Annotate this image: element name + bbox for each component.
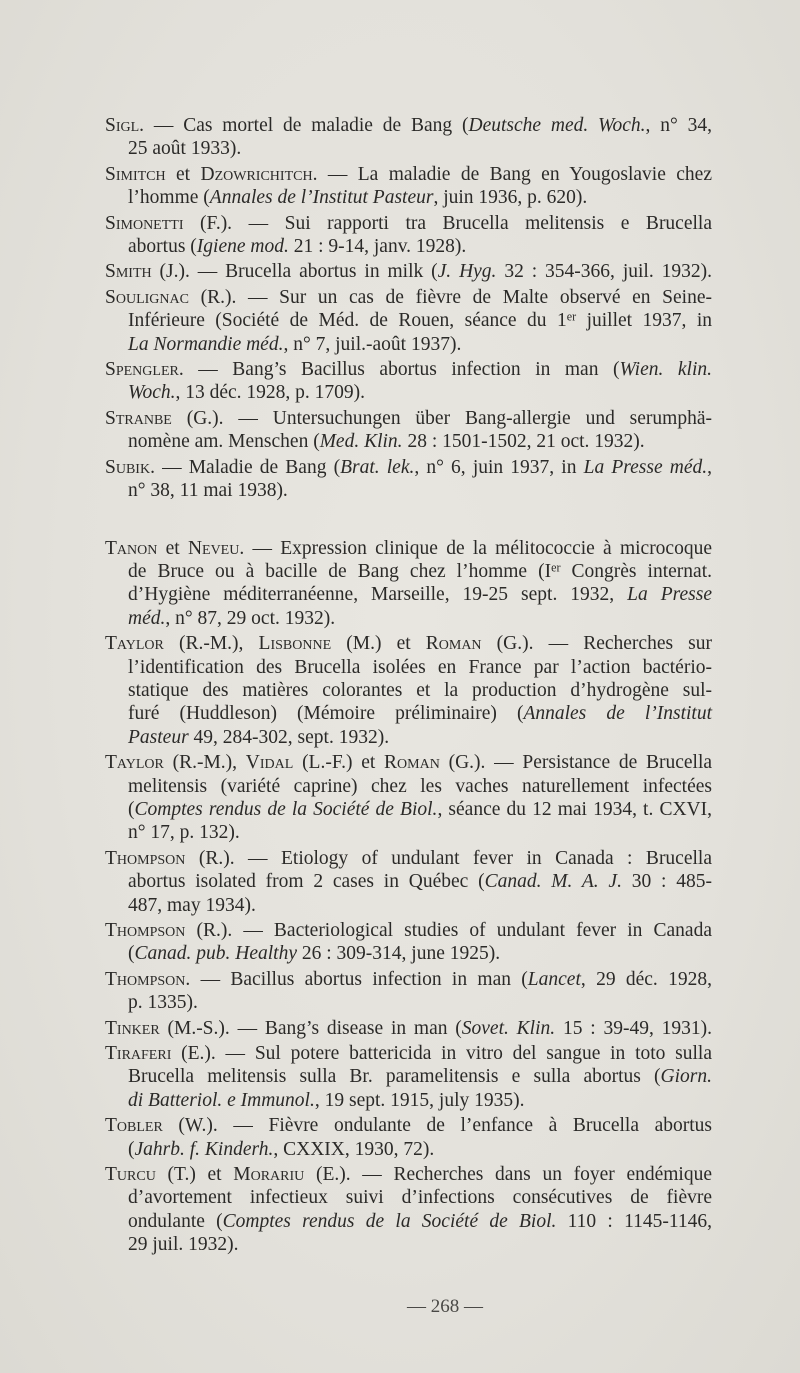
publication-title: di Batteriol. e Immunol.	[128, 1089, 315, 1111]
entry-line	[105, 358, 712, 381]
publication-title: Lancet	[527, 968, 581, 990]
author-name: Vidal	[245, 752, 294, 774]
entry-text: 49, 284-302, sept. 1932).	[188, 726, 390, 748]
entry-line	[105, 968, 712, 991]
entry-text: ,	[707, 456, 712, 478]
bibliography-list	[105, 114, 712, 1257]
entry-line	[105, 407, 712, 430]
entry-text: l’homme (	[128, 187, 210, 209]
entry-text: , juin 1936, p. 620).	[433, 187, 588, 209]
entry-text: (R.-M.),	[163, 633, 259, 655]
author-name: Morariu	[233, 1164, 305, 1186]
entry-text: juillet 1937, in	[576, 310, 712, 332]
author-name: Roman	[425, 633, 482, 655]
publication-title: La Presse méd.	[583, 456, 708, 478]
entry-line	[105, 656, 712, 679]
publication-title: Sovet. Klin.	[461, 1017, 556, 1039]
bibliography-entry	[105, 456, 712, 503]
author-name: Sigl.	[105, 115, 145, 136]
entry-text: nomène am. Menschen (	[128, 431, 320, 453]
entry-text: (R.). — Bacteriological studies of undulant fever in Canada	[185, 920, 712, 941]
publication-title: Annales de l’Institut	[523, 703, 712, 725]
entry-text: (L.-F.) et	[293, 752, 385, 774]
entry-text: 487, may 1934).	[128, 894, 256, 916]
publication-title: Med. Klin.	[319, 431, 403, 453]
author-name: Dzowrichitch.	[200, 163, 318, 185]
bibliography-entry	[105, 286, 712, 356]
entry-text: — La maladie de Bang en Yougoslavie chez	[317, 163, 712, 185]
entry-text: 21 : 9-14, janv. 1928).	[288, 236, 467, 258]
author-name: Soulignac	[105, 286, 189, 308]
entry-text: n° 17, p. 132).	[128, 822, 240, 844]
entry-text: melitensis (variété caprine) chez les vaches naturellement infectées	[128, 775, 712, 797]
publication-title: J. Hyg.	[437, 261, 497, 283]
publication-title: Woch.	[128, 382, 176, 404]
entry-text: (M.-S.). — Bang’s disease in man (	[159, 1017, 462, 1039]
publication-title: Brat. lek.	[340, 456, 415, 478]
entry-line	[105, 1163, 712, 1186]
author-name: Spengler.	[105, 359, 184, 381]
publication-title: Annales de l’Institut Pasteur	[209, 187, 434, 209]
entry-line	[105, 381, 712, 404]
publication-title: Canad. pub. Healthy	[134, 943, 297, 965]
entry-line	[105, 919, 712, 942]
entry-text: (	[128, 1138, 135, 1160]
entry-line	[105, 1065, 712, 1088]
author-name: Smith	[105, 261, 152, 283]
entry-text: (M.) et	[331, 633, 426, 655]
entry-line	[105, 560, 712, 583]
bibliography-entry	[105, 632, 712, 749]
entry-line	[105, 479, 712, 502]
author-name: Thompson	[105, 847, 186, 869]
entry-line	[105, 260, 712, 283]
entry-text: et	[165, 163, 201, 185]
entry-line	[105, 235, 712, 258]
entry-text: Brucella melitensis sulla Br. paramelitensis e sulla abortus (	[128, 1066, 661, 1088]
author-name: Turcu	[105, 1164, 156, 1186]
entry-text: Congrès internat.	[560, 560, 712, 582]
entry-line	[105, 870, 712, 893]
entry-line	[105, 430, 712, 453]
bibliography-entry	[105, 212, 712, 259]
entry-text: 25 août 1933).	[128, 138, 242, 160]
entry-line	[105, 1042, 712, 1065]
author-name: Thompson.	[105, 968, 191, 990]
bibliography-entry	[105, 751, 712, 845]
publication-title: Jahrb. f. Kinderh.	[134, 1138, 274, 1160]
entry-text: , n° 87, 29 oct. 1932).	[165, 607, 336, 629]
author-name: Simitch	[105, 163, 166, 185]
entry-line	[105, 537, 712, 560]
publication-title: La Presse	[627, 584, 712, 606]
entry-text: (R.). — Sur un cas de fièvre de Malte observé en Seine-	[188, 286, 712, 308]
entry-text: (G.). — Recherches sur	[481, 633, 713, 655]
entry-line	[105, 726, 712, 749]
entry-line	[105, 1138, 712, 1161]
bibliography-entry	[105, 407, 712, 454]
entry-text: 29 juil. 1932).	[128, 1234, 239, 1256]
author-name: Subik.	[105, 456, 155, 478]
publication-title: Comptes rendus de la Société de Biol.	[134, 798, 438, 820]
entry-line	[105, 1089, 712, 1112]
entry-text: statique des matières colorantes et la production d’hydrogène sul-	[128, 679, 712, 701]
entry-text: abortus (	[128, 236, 197, 258]
author-name: Tinker	[105, 1017, 160, 1039]
entry-text: (F.). — Sui rapporti tra Brucella melitensis e Brucella	[183, 212, 712, 234]
entry-line	[105, 1114, 712, 1137]
entry-text: furé (Huddleson) (Mémoire préliminaire) (	[128, 703, 524, 725]
publication-title: La Normandie méd.	[128, 333, 284, 355]
author-name: Tiraferi	[105, 1043, 172, 1065]
bibliography-section	[105, 537, 712, 1257]
entry-text: abortus isolated from 2 cases in Québec (	[128, 871, 485, 893]
entry-text: — Cas mortel de maladie de Bang (	[144, 115, 469, 136]
entry-text: n° 38, 11 mai 1938).	[128, 480, 288, 502]
entry-text: — Expression clinique de la mélitococcie à microcoque	[244, 537, 712, 559]
entry-text: d’avortement infectieux suivi d’infections consécutives de fièvre	[128, 1187, 712, 1209]
entry-line	[105, 1017, 712, 1040]
entry-line	[105, 1210, 712, 1233]
author-name: Roman	[384, 752, 440, 774]
entry-line	[105, 632, 712, 655]
superscript-text: er	[566, 309, 577, 324]
author-name: Stranbe	[105, 407, 172, 429]
entry-text: (	[128, 943, 135, 965]
entry-text: , CXXIX, 1930, 72).	[273, 1138, 435, 1160]
entry-text: 32 : 354-366, juil. 1932).	[496, 261, 712, 283]
entry-text: (W.). — Fièvre ondulante de l’enfance à Brucella abortus	[162, 1115, 712, 1137]
entry-line	[105, 894, 712, 917]
bibliography-entry	[105, 260, 712, 283]
superscript-text: er	[551, 560, 561, 575]
entry-text: et	[157, 537, 188, 559]
entry-text: p. 1335).	[128, 992, 198, 1014]
entry-text: d’Hygiène méditerranéenne, Marseille, 19-25 sept. 1932,	[128, 584, 628, 606]
bibliography-entry	[105, 537, 712, 631]
entry-text: — Bang’s Bacillus abortus infection in man (	[183, 359, 620, 381]
bibliography-section	[105, 114, 712, 503]
bibliography-entry	[105, 114, 712, 161]
entry-text: 26 : 309-314, june 1925).	[296, 943, 501, 965]
entry-text: , n° 6, juin 1937, in	[414, 456, 584, 478]
publication-title: Deutsche med. Woch.	[468, 115, 646, 136]
author-name: Taylor	[105, 633, 164, 655]
entry-line	[105, 1233, 712, 1256]
entry-text: (E.). — Recherches dans un foyer endémique	[304, 1164, 712, 1186]
entry-text: , 29 déc. 1928,	[580, 968, 712, 990]
publication-title: Comptes rendus de la Société de Biol.	[222, 1210, 557, 1232]
entry-line	[105, 186, 712, 209]
entry-line	[105, 333, 712, 356]
entry-line	[105, 702, 712, 725]
entry-text: (J.). — Brucella abortus in milk (	[151, 261, 438, 283]
entry-line	[105, 775, 712, 798]
author-name: Tanon	[105, 537, 158, 559]
entry-text: 110 : 1145-1146,	[556, 1210, 712, 1232]
entry-line	[105, 456, 712, 479]
bibliography-entry	[105, 1042, 712, 1112]
author-name: Tobler	[105, 1115, 163, 1137]
author-name: Neveu.	[187, 537, 245, 559]
entry-text: Inférieure (Société de Méd. de Rouen, séance du 1	[128, 310, 567, 332]
entry-line	[105, 286, 712, 309]
entry-text: l’identification des Brucella isolées en France par l’action bactério-	[128, 656, 712, 678]
entry-text: , n° 34,	[645, 115, 712, 136]
bibliography-entry	[105, 163, 712, 210]
page-number: — 268 —	[407, 1296, 483, 1317]
entry-text: (R.). — Etiology of undulant fever in Canada : Brucella	[185, 847, 712, 869]
entry-line	[105, 137, 712, 160]
entry-line	[105, 309, 712, 332]
entry-line	[105, 1186, 712, 1209]
entry-line	[105, 798, 712, 821]
publication-title: Canad. M. A. J.	[484, 871, 622, 893]
author-name: Simonetti	[105, 212, 184, 234]
publication-title: Pasteur	[128, 726, 189, 748]
entry-text: , 19 sept. 1915, july 1935).	[314, 1089, 525, 1111]
entry-text: (E.). — Sul potere battericida in vitro del sangue in toto sulla	[171, 1043, 712, 1065]
entry-line	[105, 583, 712, 606]
entry-text: (G.). — Untersuchungen über Bang-allergie und serumphä-	[171, 407, 712, 429]
entry-text: 15 : 39-49, 1931).	[555, 1017, 712, 1039]
entry-line	[105, 847, 712, 870]
entry-text: , séance du 12 mai 1934, t. CXVI,	[437, 798, 712, 820]
entry-line	[105, 991, 712, 1014]
entry-text: (	[128, 798, 135, 820]
bibliography-entry	[105, 1163, 712, 1257]
entry-text: , n° 7, juil.-août 1937).	[283, 333, 462, 355]
entry-text: ondulante (	[128, 1210, 223, 1232]
entry-line	[105, 163, 712, 186]
publication-title: Giorn.	[660, 1066, 712, 1088]
entry-text: (G.). — Persistance de Brucella	[439, 752, 713, 774]
entry-text: (R.-M.),	[163, 752, 246, 774]
entry-line	[105, 679, 712, 702]
author-name: Lisbonne	[258, 633, 332, 655]
entry-text: , 13 déc. 1928, p. 1709).	[175, 382, 366, 404]
entry-text: (T.) et	[155, 1164, 234, 1186]
entry-line	[105, 751, 712, 774]
entry-text: 30 : 485-	[621, 871, 712, 893]
entry-line	[105, 821, 712, 844]
publication-title: méd.	[128, 607, 166, 629]
entry-line	[105, 942, 712, 965]
entry-text: 28 : 1501-1502, 21 oct. 1932).	[402, 431, 645, 453]
publication-title: Igiene mod.	[196, 236, 289, 258]
bibliography-entry	[105, 919, 712, 966]
entry-text: — Maladie de Bang (	[154, 456, 341, 478]
entry-line	[105, 114, 712, 137]
bibliography-entry	[105, 1017, 712, 1040]
bibliography-entry	[105, 968, 712, 1015]
entry-line	[105, 212, 712, 235]
bibliography-entry	[105, 847, 712, 917]
author-name: Thompson	[105, 920, 186, 941]
bibliography-entry	[105, 1114, 712, 1161]
author-name: Taylor	[105, 752, 164, 774]
entry-text: de Bruce ou à bacille de Bang chez l’homme (I	[128, 560, 552, 582]
bibliography-entry	[105, 358, 712, 405]
entry-text: — Bacillus abortus infection in man (	[190, 968, 528, 990]
publication-title: Wien. klin.	[619, 359, 712, 381]
entry-line	[105, 607, 712, 630]
